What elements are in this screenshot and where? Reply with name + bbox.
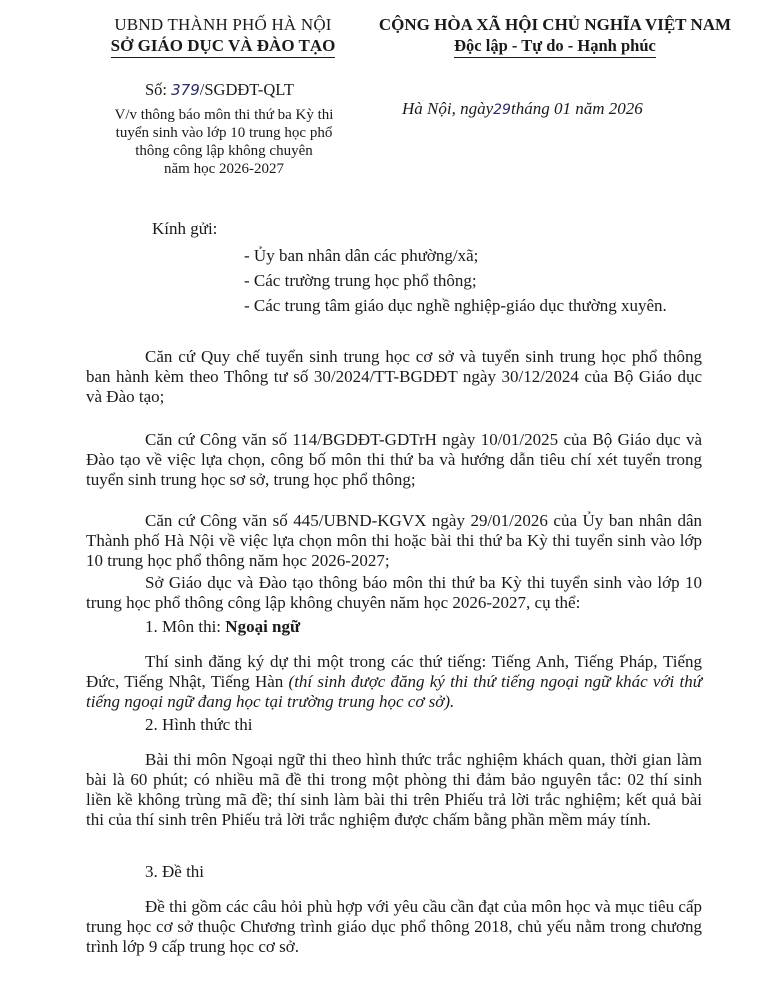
section-1-text-main: Thí sinh đăng ký dự thi một trong các thứ tiếng: Tiếng Anh, Tiếng Pháp, Tiếng Đức, Tiếng Nhật, Tiếng Hàn [86, 652, 702, 691]
national-title-block [365, 14, 745, 58]
doc-number-suffix: /SGDĐT-QLT [199, 80, 294, 99]
section-2-text: Bài thi môn Ngoại ngữ thi theo hình thức trắc nghiệm khách quan, thời gian làm bài là 60 phút; có nhiều mã đề thi trong một phòng thi đảm bảo nguyên tắc: 02 thí sinh liền kề không trùng mã đề; thí sinh làm bài thi trên Phiếu trả lời trắc nghiệm; kết quả bài thi của thí sinh trên Phiếu trả lời trắc nghiệm được chấm bằng phần mềm máy tính. [86, 750, 702, 829]
section-1-text [86, 652, 702, 712]
recipient-item: - Ủy ban nhân dân các phường/xã; [244, 246, 479, 265]
doc-number-handwritten: 379 [171, 81, 200, 99]
dateline [402, 99, 643, 119]
subject-line: năm học 2026-2027 [164, 161, 284, 177]
subject-line: tuyển sinh vào lớp 10 trung học phổ [115, 125, 333, 141]
section-2-heading: 2. Hình thức thi [145, 715, 253, 734]
subject-line: thông công lập không chuyên [135, 143, 313, 159]
recipient-item: - Các trung tâm giáo dục nghề nghiệp-giáo dục thường xuyên. [244, 296, 667, 315]
paragraph-announcement: Sở Giáo dục và Đào tạo thông báo môn thi thứ ba Kỳ thi tuyển sinh vào lớp 10 trung học phổ thông công lập không chuyên năm học 2026-2027, cụ thể: [86, 573, 702, 612]
section-3-heading: 3. Đề thi [145, 862, 205, 881]
issuer-block [88, 14, 358, 58]
national-motto: Độc lập - Tự do - Hạnh phúc [454, 35, 656, 58]
paragraph-legal-basis-3: Căn cứ Công văn số 445/UBND-KGVX ngày 29/01/2026 của Ủy ban nhân dân Thành phố Hà Nội về việc lựa chọn môn thi hoặc bài thi thứ ba Kỳ thi tuyển sinh vào lớp 10 trung học phổ thông năm học 2026-2027; [86, 511, 702, 570]
section-1-heading-prefix: 1. Môn thi: [145, 617, 226, 636]
section-1-text-note: (thí sinh được đăng ký thi thứ tiếng ngoại ngữ khác với thứ tiếng ngoại ngữ đang học tại trường trung học cơ sở). [86, 672, 702, 711]
recipient-list [244, 243, 667, 318]
agency-name: UBND THÀNH PHỐ HÀ NỘI [114, 15, 332, 34]
recipient-item: - Các trường trung học phổ thông; [244, 271, 477, 290]
section-1-heading-subject: Ngoại ngữ [225, 617, 301, 636]
department-name: SỞ GIÁO DỤC VÀ ĐÀO TẠO [111, 35, 336, 58]
paragraph-legal-basis-1: Căn cứ Quy chế tuyển sinh trung học cơ sở và tuyển sinh trung học phổ thông ban hành kèm theo Thông tư số 30/2024/TT-BGDĐT ngày 30/12/2024 của Bộ Giáo dục và Đào tạo; [86, 347, 702, 406]
subject-summary [100, 106, 348, 178]
section-3-text: Đề thi gồm các câu hỏi phù hợp với yêu cầu cần đạt của môn học và mục tiêu cấp trung học cơ sở thuộc Chương trình giáo dục phổ thông 2018, chủ yếu nằm trong chương trình lớp 9 cấp trung học cơ sở. [86, 897, 702, 956]
dateline-handwritten-day: 29 [493, 102, 511, 118]
dateline-prefix: Hà Nội, ngày [402, 99, 494, 118]
section-1-heading [86, 617, 702, 637]
republic-title: CỘNG HÒA XÃ HỘI CHỦ NGHĨA VIỆT NAM [378, 15, 732, 34]
greeting: Kính gửi: [152, 219, 218, 238]
dateline-suffix: tháng 01 năm 2026 [510, 99, 643, 118]
paragraph-legal-basis-2: Căn cứ Công văn số 114/BGDĐT-GDTrH ngày 10/01/2025 của Bộ Giáo dục và Đào tạo về việc lựa chọn, công bố môn thi thứ ba và hướng dẫn tiêu chí xét tuyển trong tuyển sinh trung học sơ sở, trung học phổ thông; [86, 430, 702, 489]
subject-line: V/v thông báo môn thi thứ ba Kỳ thi [114, 107, 334, 123]
document-number [145, 80, 294, 100]
doc-number-prefix: Số: [145, 80, 168, 99]
